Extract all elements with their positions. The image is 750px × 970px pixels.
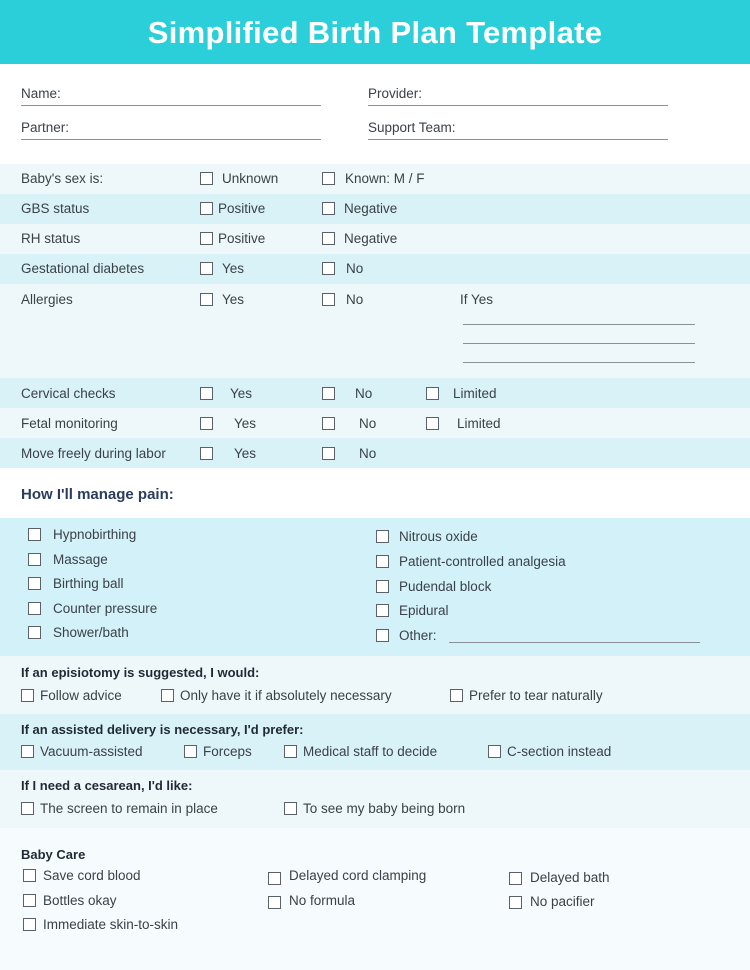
pain-option-label: Shower/bath	[53, 625, 129, 640]
option-label: No	[346, 261, 364, 276]
baby-care-delayed-bath-checkbox[interactable]	[509, 872, 522, 885]
partner-field[interactable]	[21, 139, 321, 140]
episiotomy-tear-checkbox[interactable]	[450, 689, 463, 702]
pain-option-label: Counter pressure	[53, 601, 158, 616]
allergies-no-checkbox[interactable]	[322, 293, 335, 306]
pain-shower-checkbox[interactable]	[28, 626, 41, 639]
assisted-question: If an assisted delivery is necessary, I'd prefer:	[21, 722, 304, 737]
provider-field[interactable]	[368, 105, 668, 106]
pain-hypnobirthing-checkbox[interactable]	[28, 528, 41, 541]
pain-pca-checkbox[interactable]	[376, 555, 389, 568]
baby-care-no-formula-checkbox[interactable]	[268, 896, 281, 909]
option-label: Prefer to tear naturally	[469, 688, 603, 703]
pain-option-label: Nitrous oxide	[399, 529, 478, 544]
baby-care-bottles-checkbox[interactable]	[23, 894, 36, 907]
option-label: The screen to remain in place	[40, 801, 218, 816]
option-label: C-section instead	[507, 744, 612, 759]
option-label: Only have it if absolutely necessary	[180, 688, 392, 703]
option-label: Limited	[453, 386, 497, 401]
move-label: Move freely during labor	[21, 446, 166, 461]
gestational-no-checkbox[interactable]	[322, 262, 335, 275]
baby-care-skin-checkbox[interactable]	[23, 918, 36, 931]
option-label: No	[359, 446, 377, 461]
option-label: No pacifier	[530, 894, 595, 909]
cervical-label: Cervical checks	[21, 386, 116, 401]
support-team-label: Support Team:	[368, 120, 456, 135]
move-no-checkbox[interactable]	[322, 447, 335, 460]
option-label: Save cord blood	[43, 868, 141, 883]
pain-counter-pressure-checkbox[interactable]	[28, 602, 41, 615]
option-label: Forceps	[203, 744, 252, 759]
option-label: Positive	[218, 201, 266, 216]
move-yes-checkbox[interactable]	[200, 447, 213, 460]
fetal-no-checkbox[interactable]	[322, 417, 335, 430]
row-band	[0, 284, 750, 378]
option-label: Yes	[234, 416, 257, 431]
gbs-positive-checkbox[interactable]	[200, 202, 213, 215]
option-label: No	[346, 292, 364, 307]
baby-sex-unknown-checkbox[interactable]	[200, 172, 213, 185]
pain-option-label: Hypnobirthing	[53, 527, 137, 542]
baby-care-no-pacifier-checkbox[interactable]	[509, 896, 522, 909]
episiotomy-question: If an episiotomy is suggested, I would:	[21, 665, 260, 680]
gbs-negative-checkbox[interactable]	[322, 202, 335, 215]
baby-sex-label: Baby's sex is:	[21, 171, 104, 186]
gestational-yes-checkbox[interactable]	[200, 262, 213, 275]
name-field[interactable]	[21, 105, 321, 106]
fetal-label: Fetal monitoring	[21, 416, 118, 431]
partner-label: Partner:	[21, 120, 70, 135]
gbs-label: GBS status	[21, 201, 90, 216]
baby-care-clamping-checkbox[interactable]	[268, 872, 281, 885]
pain-birthing-ball-checkbox[interactable]	[28, 577, 41, 590]
option-label: Known: M / F	[345, 171, 425, 186]
pain-massage-checkbox[interactable]	[28, 553, 41, 566]
option-label: No formula	[289, 893, 356, 908]
option-label: Positive	[218, 231, 266, 246]
fetal-limited-checkbox[interactable]	[426, 417, 439, 430]
assisted-forceps-checkbox[interactable]	[184, 745, 197, 758]
provider-label: Provider:	[368, 86, 423, 101]
cervical-yes-checkbox[interactable]	[200, 387, 213, 400]
rh-negative-checkbox[interactable]	[322, 232, 335, 245]
option-label: Yes	[234, 446, 257, 461]
allergies-details-line[interactable]	[463, 324, 695, 325]
page-title: Simplified Birth Plan Template	[0, 0, 750, 64]
gestational-label: Gestational diabetes	[21, 261, 145, 276]
name-label: Name:	[21, 86, 61, 101]
option-label: Limited	[457, 416, 501, 431]
episiotomy-necessary-checkbox[interactable]	[161, 689, 174, 702]
option-label: No	[355, 386, 373, 401]
option-label: Follow advice	[40, 688, 122, 703]
allergies-details-line[interactable]	[463, 362, 695, 363]
assisted-csection-checkbox[interactable]	[488, 745, 501, 758]
pain-option-label: Massage	[53, 552, 108, 567]
allergies-label: Allergies	[21, 292, 73, 307]
baby-sex-known-checkbox[interactable]	[322, 172, 335, 185]
option-label: Negative	[344, 231, 398, 246]
cesarean-question: If I need a cesarean, I'd like:	[21, 778, 193, 793]
option-label: Vacuum-assisted	[40, 744, 143, 759]
pain-option-label: Birthing ball	[53, 576, 124, 591]
cervical-limited-checkbox[interactable]	[426, 387, 439, 400]
option-label: Unknown	[222, 171, 279, 186]
pain-option-label: Other:	[399, 628, 437, 643]
fetal-yes-checkbox[interactable]	[200, 417, 213, 430]
allergies-details-line[interactable]	[463, 343, 695, 344]
assisted-vacuum-checkbox[interactable]	[21, 745, 34, 758]
option-label: Yes	[230, 386, 253, 401]
pain-epidural-checkbox[interactable]	[376, 604, 389, 617]
cesarean-screen-checkbox[interactable]	[21, 802, 34, 815]
rh-positive-checkbox[interactable]	[200, 232, 213, 245]
assisted-staff-checkbox[interactable]	[284, 745, 297, 758]
option-label: Delayed bath	[530, 870, 610, 885]
allergies-yes-checkbox[interactable]	[200, 293, 213, 306]
option-label: Yes	[222, 261, 245, 276]
option-label: Bottles okay	[43, 893, 117, 908]
option-label: Medical staff to decide	[303, 744, 438, 759]
episiotomy-follow-checkbox[interactable]	[21, 689, 34, 702]
baby-care-heading: Baby Care	[21, 847, 86, 862]
option-label: Immediate skin-to-skin	[43, 917, 179, 932]
baby-care-cord-blood-checkbox[interactable]	[23, 869, 36, 882]
option-label: Yes	[222, 292, 245, 307]
pain-other-checkbox[interactable]	[376, 629, 389, 642]
option-label: Delayed cord clamping	[289, 868, 427, 883]
option-label: Negative	[344, 201, 398, 216]
if-yes-label: If Yes	[460, 292, 494, 307]
pain-option-label: Pudendal block	[399, 579, 492, 594]
pain-option-label: Patient-controlled analgesia	[399, 554, 566, 569]
pain-heading: How I'll manage pain:	[21, 486, 174, 503]
support-team-field[interactable]	[368, 139, 668, 140]
pain-nitrous-checkbox[interactable]	[376, 530, 389, 543]
option-label: No	[359, 416, 377, 431]
cesarean-see-baby-checkbox[interactable]	[284, 802, 297, 815]
pain-other-field[interactable]	[449, 642, 700, 643]
option-label: To see my baby being born	[303, 801, 466, 816]
pain-option-label: Epidural	[399, 603, 449, 618]
pain-pudendal-checkbox[interactable]	[376, 580, 389, 593]
rh-label: RH status	[21, 231, 81, 246]
cervical-no-checkbox[interactable]	[322, 387, 335, 400]
